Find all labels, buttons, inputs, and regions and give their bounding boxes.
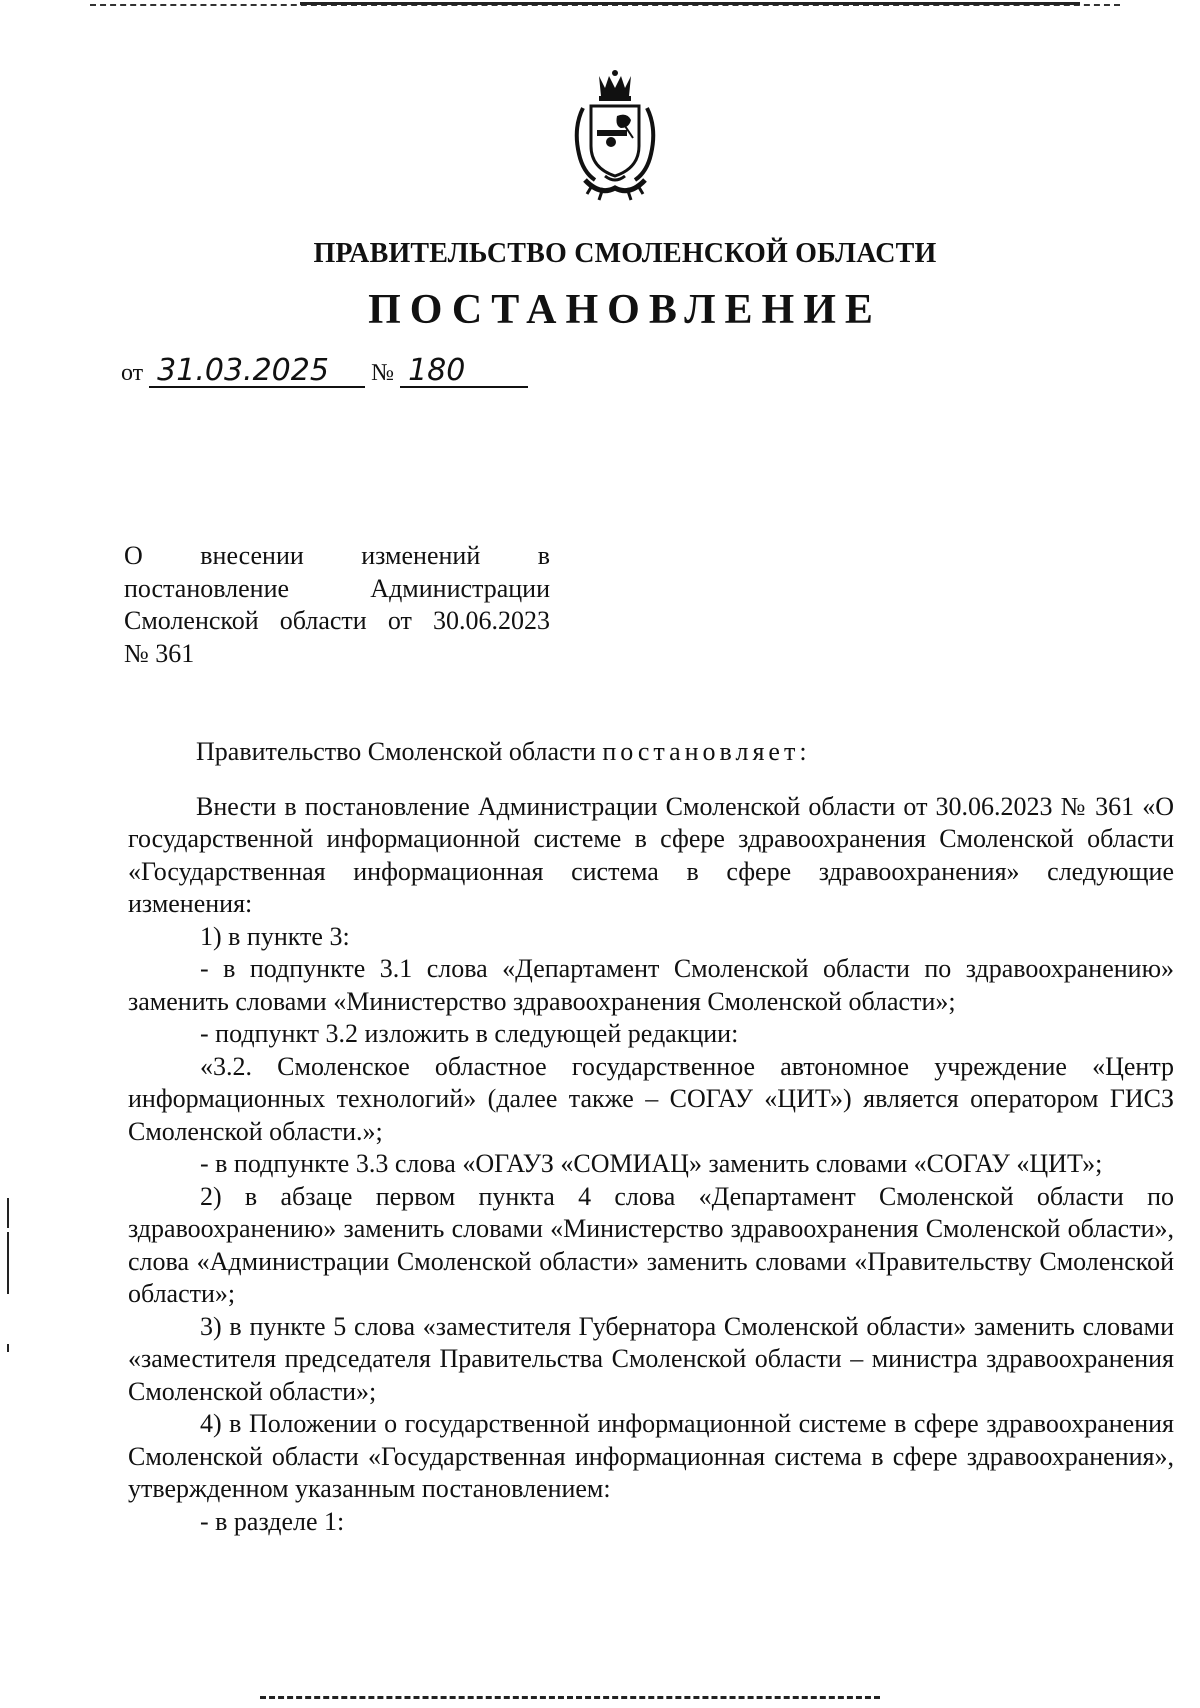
organization-title: ПРАВИТЕЛЬСТВО СМОЛЕНСКОЙ ОБЛАСТИ: [313, 238, 937, 269]
document-body: [128, 736, 1174, 1538]
subject-line: Смоленской области от 30.06.2023: [124, 606, 550, 635]
margin-mark: [7, 1344, 9, 1352]
handwritten-number: 180: [400, 356, 528, 388]
number-prefix: №: [371, 360, 395, 386]
margin-mark: [7, 1198, 9, 1228]
margin-mark: [7, 1232, 9, 1294]
body-paragraph: 4) в Положении о государственной информационной системе в сфере здравоохранения Смоленской области «Государственная информационная система в сфере здравоохранения», утвержденном указанным постановлением:: [128, 1409, 1174, 1503]
body-paragraph: 2) в абзаце первом пункта 4 слова «Департамент Смоленской области по здравоохранению» заменить словами «Министерство здравоохранения Смоленской области», слова «Администрации Смоленской области» заменить словами «Правительству Смоленской области»;: [128, 1181, 1174, 1308]
preamble: [128, 736, 1174, 769]
preamble-verb: постановляет:: [602, 737, 811, 766]
preamble-subject: Правительство Смоленской области: [196, 737, 596, 766]
document-number-line: [121, 353, 528, 388]
subject-line: О внесении изменений в: [124, 541, 550, 570]
body-paragraph: 1) в пункте 3:: [200, 921, 350, 951]
scan-edge-top-solid: [300, 2, 1080, 5]
document-type-title: ПОСТАНОВЛЕНИЕ: [368, 287, 882, 333]
subject-line: постановление Администрации: [124, 573, 550, 603]
body-paragraph: - в подпункте 3.3 слова «ОГАУЗ «СОМИАЦ» заменить словами «СОГАУ «ЦИТ»;: [200, 1149, 1103, 1178]
subject-line: № 361: [124, 638, 195, 668]
coat-of-arms-icon: [565, 68, 665, 204]
date-prefix: от: [121, 360, 144, 386]
body-paragraph: 3) в пункте 5 слова «заместителя Губернатора Смоленской области» заменить словами «заместителя председателя Правительства Смоленской области – министра здравоохранения Смоленской области»;: [128, 1311, 1174, 1406]
handwritten-date: 31.03.2025: [149, 356, 365, 388]
body-paragraph: - подпункт 3.2 изложить в следующей редакции:: [200, 1019, 739, 1048]
body-paragraph: «3.2. Смоленское областное государственное автономное учреждение «Центр информационных технологий» (далее также – СОГАУ «ЦИТ») является оператором ГИСЗ Смоленской области.»;: [128, 1051, 1174, 1146]
body-paragraph: - в подпункте 3.1 слова «Департамент Смоленской области по здравоохранению» заменить словами «Министерство здравоохранения Смоленской области»;: [128, 954, 1174, 1016]
body-paragraph: Внести в постановление Администрации Смоленской области от 30.06.2023 № 361 «О государственной информационной системе в сфере здравоохранения Смоленской области «Государственная информационная система в сфере здравоохранения» следующие изменения:: [128, 791, 1174, 918]
body-paragraph: - в разделе 1:: [200, 1506, 345, 1536]
document-subject: [124, 540, 550, 670]
scan-edge-bottom: [260, 1696, 880, 1699]
